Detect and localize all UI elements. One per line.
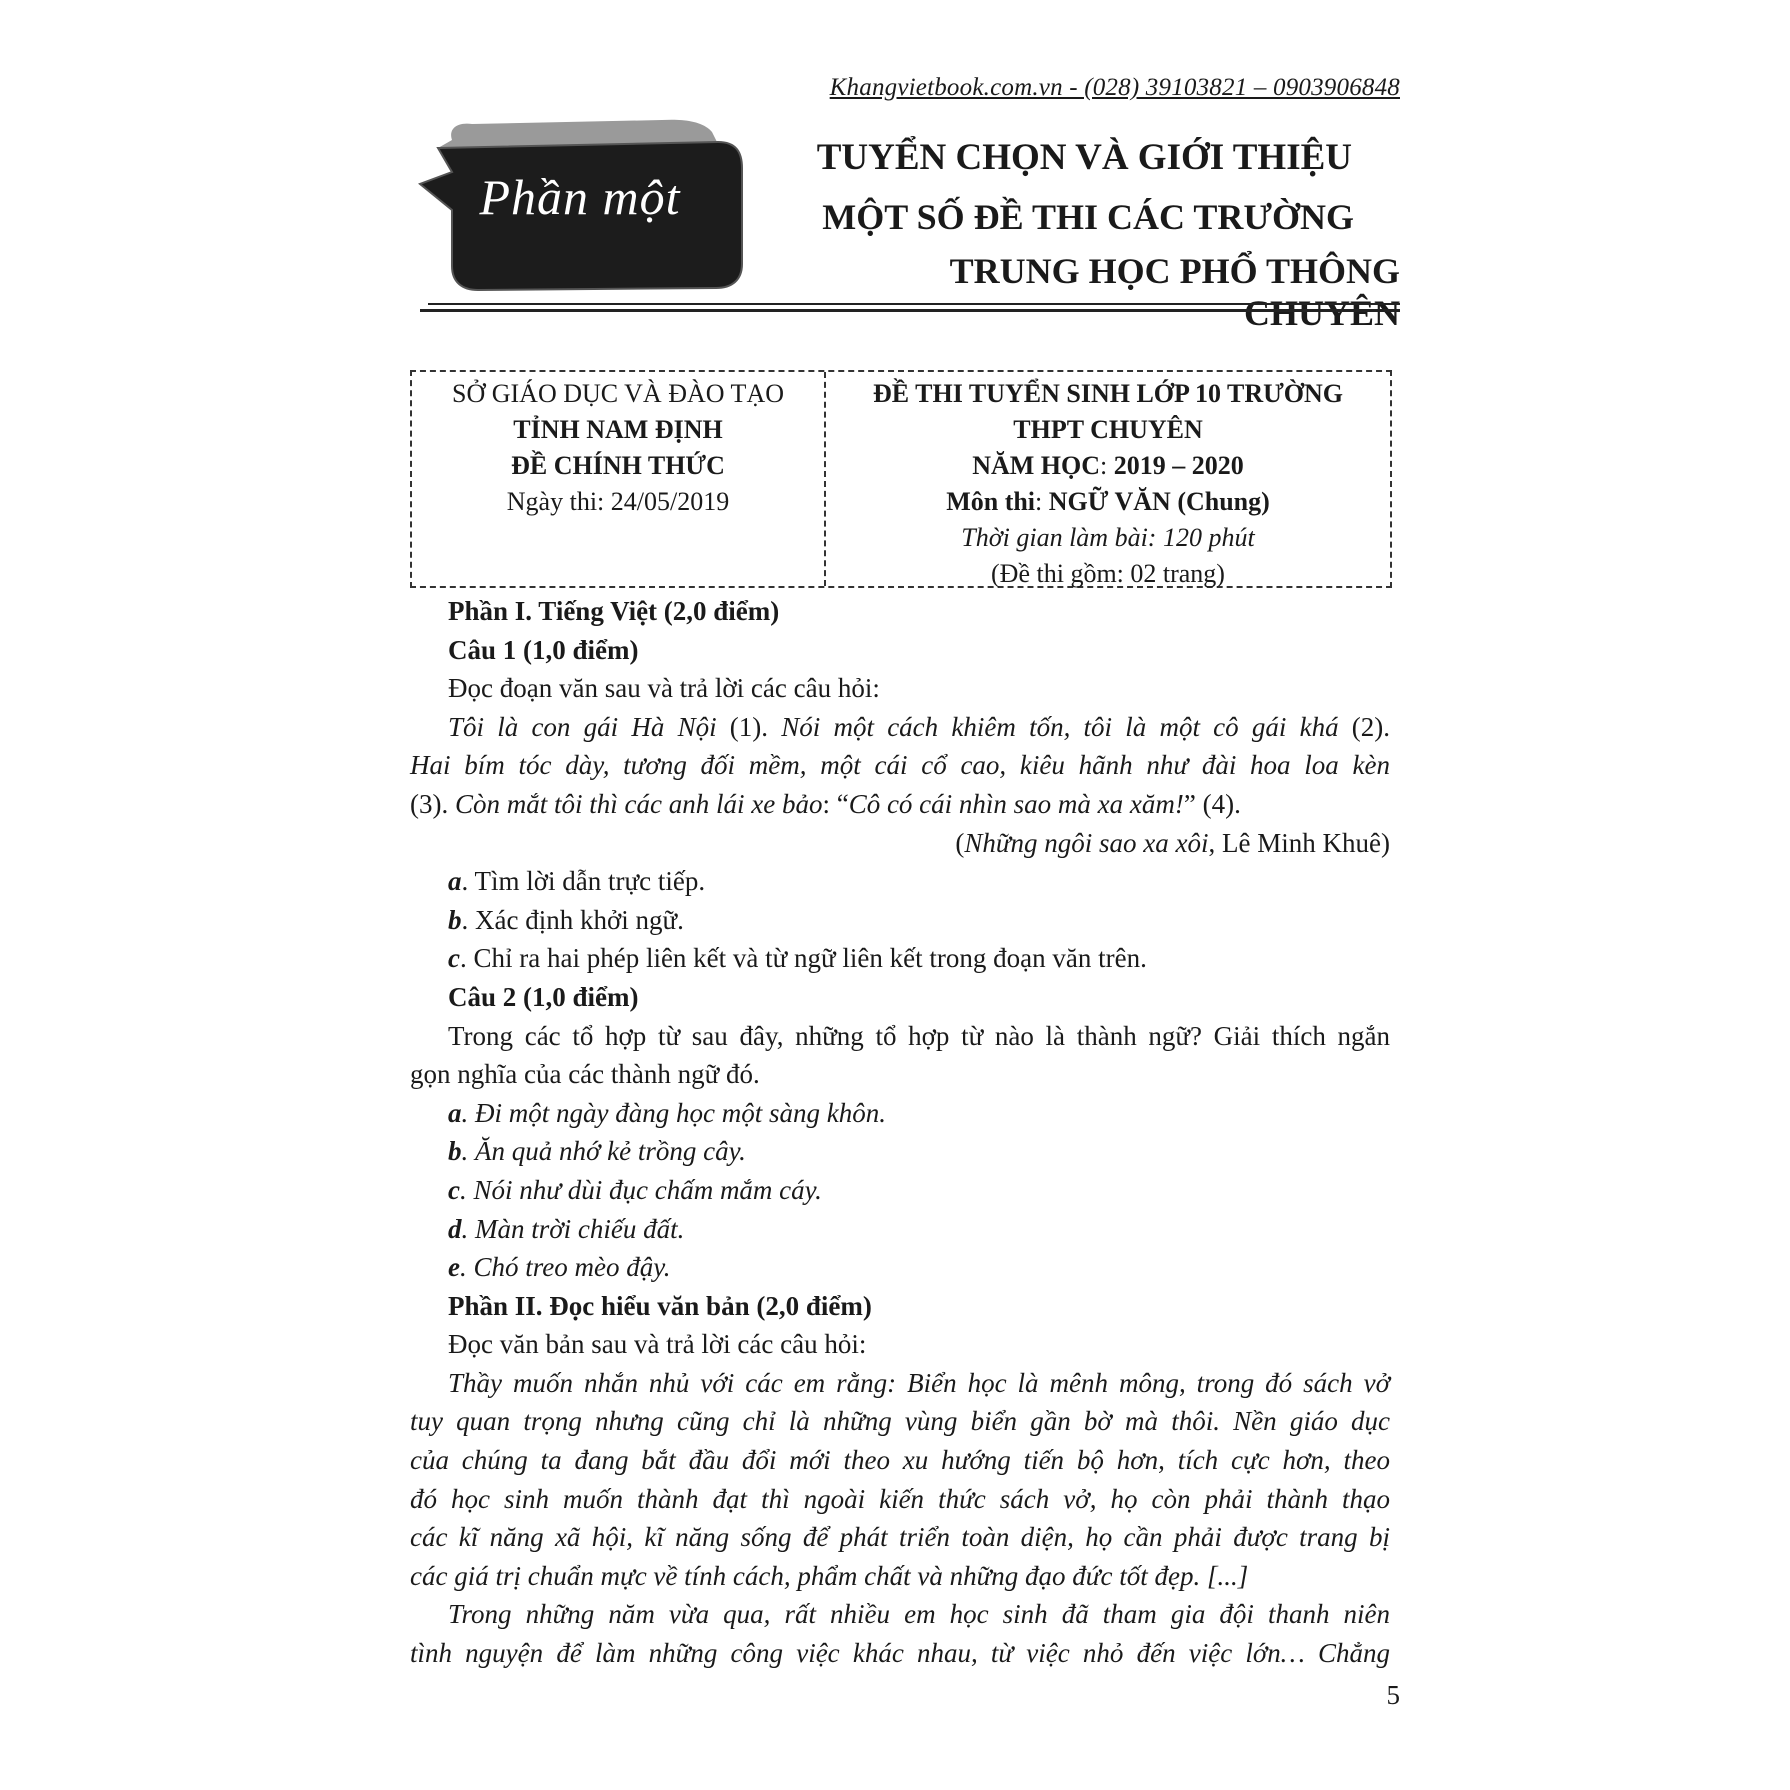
passage1-source: (Những ngôi sao xa xôi, Lê Minh Khuê) xyxy=(955,827,1390,858)
q1-item-b: b. Xác định khởi ngữ. xyxy=(448,904,684,935)
passage2-line: Thầy muốn nhắn nhủ với các em rằng: Biển học là mênh mông, trong đó sách vở xyxy=(448,1367,1390,1398)
part2-heading: Phần II. Đọc hiểu văn bản (2,0 điểm) xyxy=(448,1290,872,1321)
q2-item-a: a. Đi một ngày đàng học một sàng khôn. xyxy=(448,1097,886,1128)
exam-title-line1: ĐỀ THI TUYỂN SINH LỚP 10 TRƯỜNG xyxy=(872,379,1344,408)
q2-heading: Câu 2 (1,0 điểm) xyxy=(448,981,639,1012)
exam-duration: Thời gian làm bài: 120 phút xyxy=(961,523,1255,552)
passage2-line: của chúng ta đang bắt đầu đổi mới theo xu hướng tiến bộ hơn, tích cực hơn, theo xyxy=(410,1445,1390,1476)
passage2-line: đó học sinh muốn thành đạt thì ngoài kiến thức sách vở, họ còn phải thành thạo xyxy=(410,1483,1390,1514)
q1-heading: Câu 1 (1,0 điểm) xyxy=(448,634,639,665)
page-number: 5 xyxy=(1386,1680,1400,1710)
exam-pages-note: (Đề thi gồm: 02 trang) xyxy=(991,559,1225,588)
exam-header-box xyxy=(410,370,1392,588)
department-name: SỞ GIÁO DỤC VÀ ĐÀO TẠO xyxy=(452,379,784,408)
part1-heading: Phần I. Tiếng Việt (2,0 điểm) xyxy=(448,596,780,626)
q2-instruction-line1: Trong các tổ hợp từ sau đây, những tổ hợp từ nào là thành ngữ? Giải thích ngắn xyxy=(448,1020,1390,1051)
chapter-title-line3: TRUNG HỌC PHỔ THÔNG CHUYÊN xyxy=(949,251,1400,333)
exam-header-left xyxy=(412,372,826,586)
passage3-line: tình nguyện để làm những công việc khác nhau, từ việc nhỏ đến việc lớn… Chẳng xyxy=(410,1638,1390,1669)
passage3-line: Trong những năm vừa qua, rất nhiều em học sinh đã tham gia đội thanh niên xyxy=(448,1599,1390,1630)
q1-item-c: c. Chỉ ra hai phép liên kết và từ ngữ liên kết trong đoạn văn trên. xyxy=(448,943,1147,974)
passage1-line1: Tôi là con gái Hà Nội (1). Nói một cách khiêm tốn, tôi là một cô gái khá (2). xyxy=(448,711,1391,742)
q2-item-d: d. Màn trời chiếu đất. xyxy=(448,1213,685,1244)
part2-instruction: Đọc văn bản sau và trả lời các câu hỏi: xyxy=(448,1329,867,1360)
school-year: NĂM HỌC: 2019 – 2020 xyxy=(972,451,1244,480)
exam-header-right xyxy=(826,372,1390,586)
q2-item-e: e. Chó treo mèo đậy. xyxy=(448,1252,671,1283)
q2-instruction-line2: gọn nghĩa của các thành ngữ đó. xyxy=(410,1059,760,1090)
chapter-title-line2: MỘT SỐ ĐỀ THI CÁC TRƯỜNG xyxy=(822,197,1354,237)
official-label: ĐỀ CHÍNH THỨC xyxy=(511,451,725,480)
exam-subject: Môn thi: NGỮ VĂN (Chung) xyxy=(946,487,1270,516)
exam-title-line2: THPT CHUYÊN xyxy=(1013,415,1203,444)
q2-item-c: c. Nói như dùi đục chấm mắm cáy. xyxy=(448,1174,822,1205)
chapter-badge-label: Phần một xyxy=(479,169,681,225)
passage1-line2: Hai bím tóc dày, tương đối mềm, một cái cổ cao, kiêu hãnh như đài hoa loa kèn xyxy=(410,750,1390,781)
passage1-line3: (3). Còn mắt tôi thì các anh lái xe bảo: “Cô có cái nhìn sao mà xa xăm!” (4). xyxy=(410,788,1241,819)
q1-instruction: Đọc đoạn văn sau và trả lời các câu hỏi: xyxy=(448,673,880,704)
passage2-line: tuy quan trọng nhưng cũng chỉ là những vùng biển gần bờ mà thôi. Nền giáo dục xyxy=(410,1406,1390,1437)
passage2-line: các giá trị chuẩn mực về tính cách, phẩm chất và những đạo đức tốt đẹp. [...] xyxy=(410,1560,1249,1591)
q1-item-a: a. Tìm lời dẫn trực tiếp. xyxy=(448,866,706,897)
title-divider-thick xyxy=(420,309,1400,312)
passage2-line: các kĩ năng xã hội, kĩ năng sống để phát triển toàn diện, họ cần phải được trang bị xyxy=(410,1522,1390,1553)
title-divider-thin xyxy=(428,303,1400,305)
exam-content xyxy=(410,592,1390,1673)
exam-date: Ngày thi: 24/05/2019 xyxy=(506,487,730,516)
q2-item-b: b. Ăn quả nhớ kẻ trồng cây. xyxy=(448,1136,746,1167)
province-name: TỈNH NAM ĐỊNH xyxy=(513,415,723,444)
chapter-title-line1: TUYỂN CHỌN VÀ GIỚI THIỆU xyxy=(816,137,1352,178)
publisher-header: Khangvietbook.com.vn - (028) 39103821 – 0903906848 xyxy=(829,74,1400,101)
